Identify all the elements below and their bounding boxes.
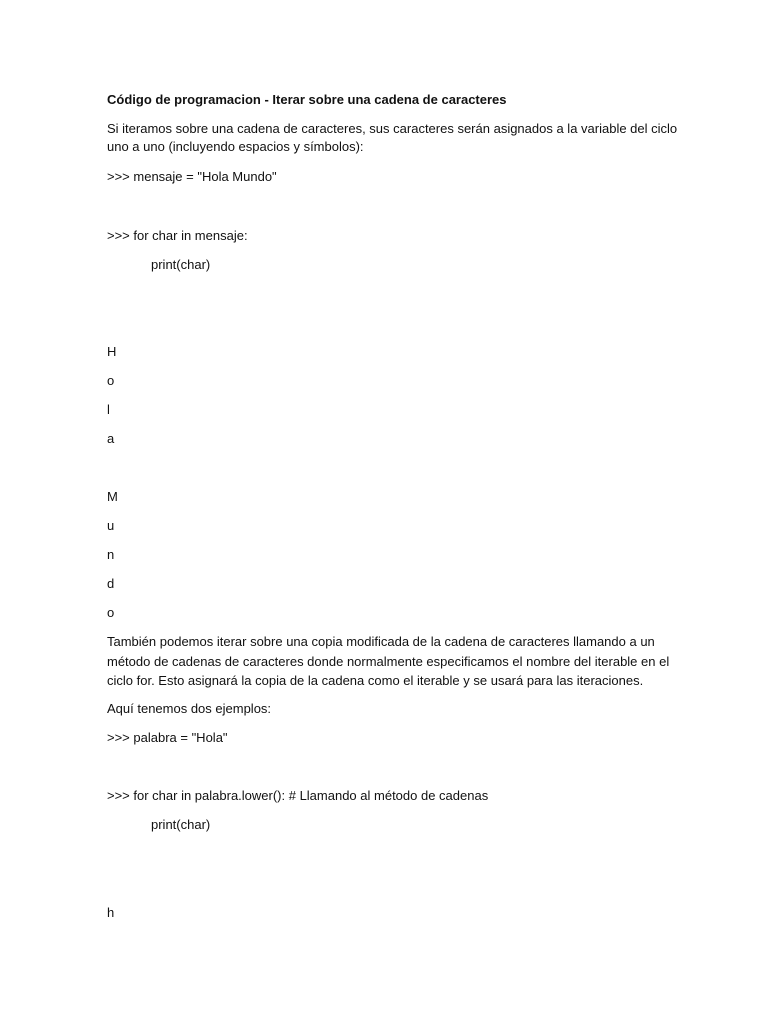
code-print-statement: print(char) [151, 257, 211, 272]
intro-text-line: Si iteramos sobre una cadena de caracteres, sus caracteres serán asignados a la variable del ciclo [107, 121, 678, 136]
output-char: H [107, 344, 117, 359]
code-for-loop: >>> for char in palabra.lower(): # Llamando al método de cadenas [107, 788, 489, 803]
output-char: o [107, 605, 115, 620]
output-char: u [107, 518, 115, 533]
paragraph-line: método de cadenas de caracteres donde normalmente especificamos el nombre del iterable en el [107, 654, 670, 669]
output-char: d [107, 576, 115, 591]
paragraph-line: ciclo for. Esto asignará la copia de la cadena como el iterable y se usará para las iteraciones. [107, 673, 644, 688]
paragraph-line: También podemos iterar sobre una copia modificada de la cadena de caracteres llamando a un [107, 634, 655, 649]
output-char: h [107, 905, 115, 920]
output-char: o [107, 373, 115, 388]
output-char: a [107, 431, 115, 446]
examples-intro: Aquí tenemos dos ejemplos: [107, 701, 272, 716]
code-assignment: >>> mensaje = "Hola Mundo" [107, 169, 277, 184]
document-title: Código de programacion - Iterar sobre una cadena de caracteres [107, 92, 507, 107]
code-for-loop: >>> for char in mensaje: [107, 228, 248, 243]
output-char: l [107, 402, 110, 417]
code-assignment: >>> palabra = "Hola" [107, 730, 228, 745]
code-print-statement: print(char) [151, 817, 211, 832]
output-char: n [107, 547, 115, 562]
intro-text-line: uno a uno (incluyendo espacios y símbolos): [107, 139, 364, 154]
output-char: M [107, 489, 118, 504]
